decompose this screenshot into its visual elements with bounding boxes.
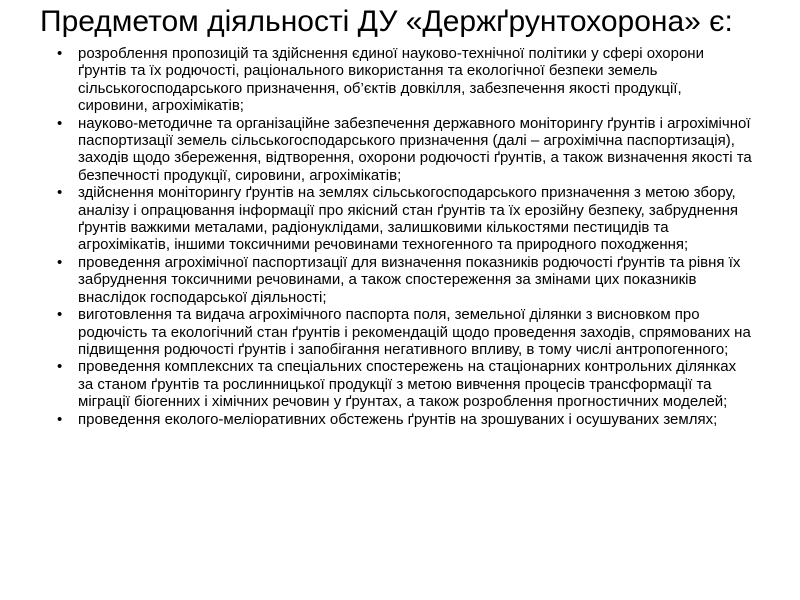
bullet-text: здійснення моніторингу ґрунтів на землях сільськогосподарського призначення з метою збору, аналізу і опрацювання інформації про якісний стан ґрунтів та їх ерозійну безпеку, забруднення ґрунтів важкими металами, радіонуклідами, залишковими кількостями пестицидів та агрохімікатів, іншими токсичними речовинами техногенного та природного походження;: [78, 184, 738, 254]
bullet-item: [55, 45, 755, 115]
bullet-item: [55, 306, 755, 358]
bullet-dot-icon: •: [57, 184, 63, 202]
bullet-list: [55, 45, 755, 428]
bullet-item: [55, 254, 755, 306]
bullet-text: виготовлення та видача агрохімічного паспорта поля, земельної ділянки з висновком про родючість та екологічний стан ґрунтів і рекомендацій щодо проведення заходів, спрямованих на підвищення родючості ґрунтів і запобігання негативного впливу, в тому числі антропогенного;: [78, 306, 751, 358]
bullet-dot-icon: •: [57, 45, 63, 62]
bullet-text: проведення комплексних та спеціальних спостережень на стаціонарних контрольних ділянках за станом ґрунтів та рослинницької продукції з метою вивчення процесів трансформації та міграції біогенних і хімічних речовин у ґрунтах, а також розроблення прогностичних моделей;: [78, 358, 737, 411]
bullet-dot-icon: •: [57, 306, 63, 324]
bullet-dot-icon: •: [57, 114, 63, 132]
slide-title: Предметом діяльності ДУ «Держґрунтохорона» є:: [40, 5, 733, 38]
bullet-text: розроблення пропозицій та здійснення єдиної науково-технічної політики у сфері охорони ґрунтів та їх родючості, раціонального використання та екологічної безпеки земель сільськогосподарського призначення, об’єктів довкілля, забезпечення якості продукції, сировини, агрохімікатів;: [78, 45, 704, 115]
bullet-text: проведення еколого-меліоративних обстежень ґрунтів на зрошуваних і осушуваних землях;: [78, 410, 718, 428]
bullet-text: науково-методичне та організаційне забезпечення державного моніторингу ґрунтів і агрохімічної паспортизації земель сільськогосподарського призначення (далі – агрохімічна паспортизація), заходів щодо збереження, відтворення, охорони родючості ґрунтів, а також визначення якості та безпечності продукції, сировини, агрохімікатів;: [78, 114, 752, 184]
bullet-item: [55, 358, 755, 410]
bullet-item: [55, 184, 755, 254]
bullet-dot-icon: •: [57, 358, 63, 376]
bullet-item: [55, 115, 755, 185]
bullet-item: [55, 411, 755, 428]
bullet-dot-icon: •: [57, 253, 63, 271]
bullet-text: проведення агрохімічної паспортизації для визначення показників родючості ґрунтів та рівня їх забруднення токсичними речовинами, а також спостереження за змінами цих показників внаслідок господарської діяльності;: [78, 253, 741, 306]
bullet-dot-icon: •: [57, 410, 63, 428]
